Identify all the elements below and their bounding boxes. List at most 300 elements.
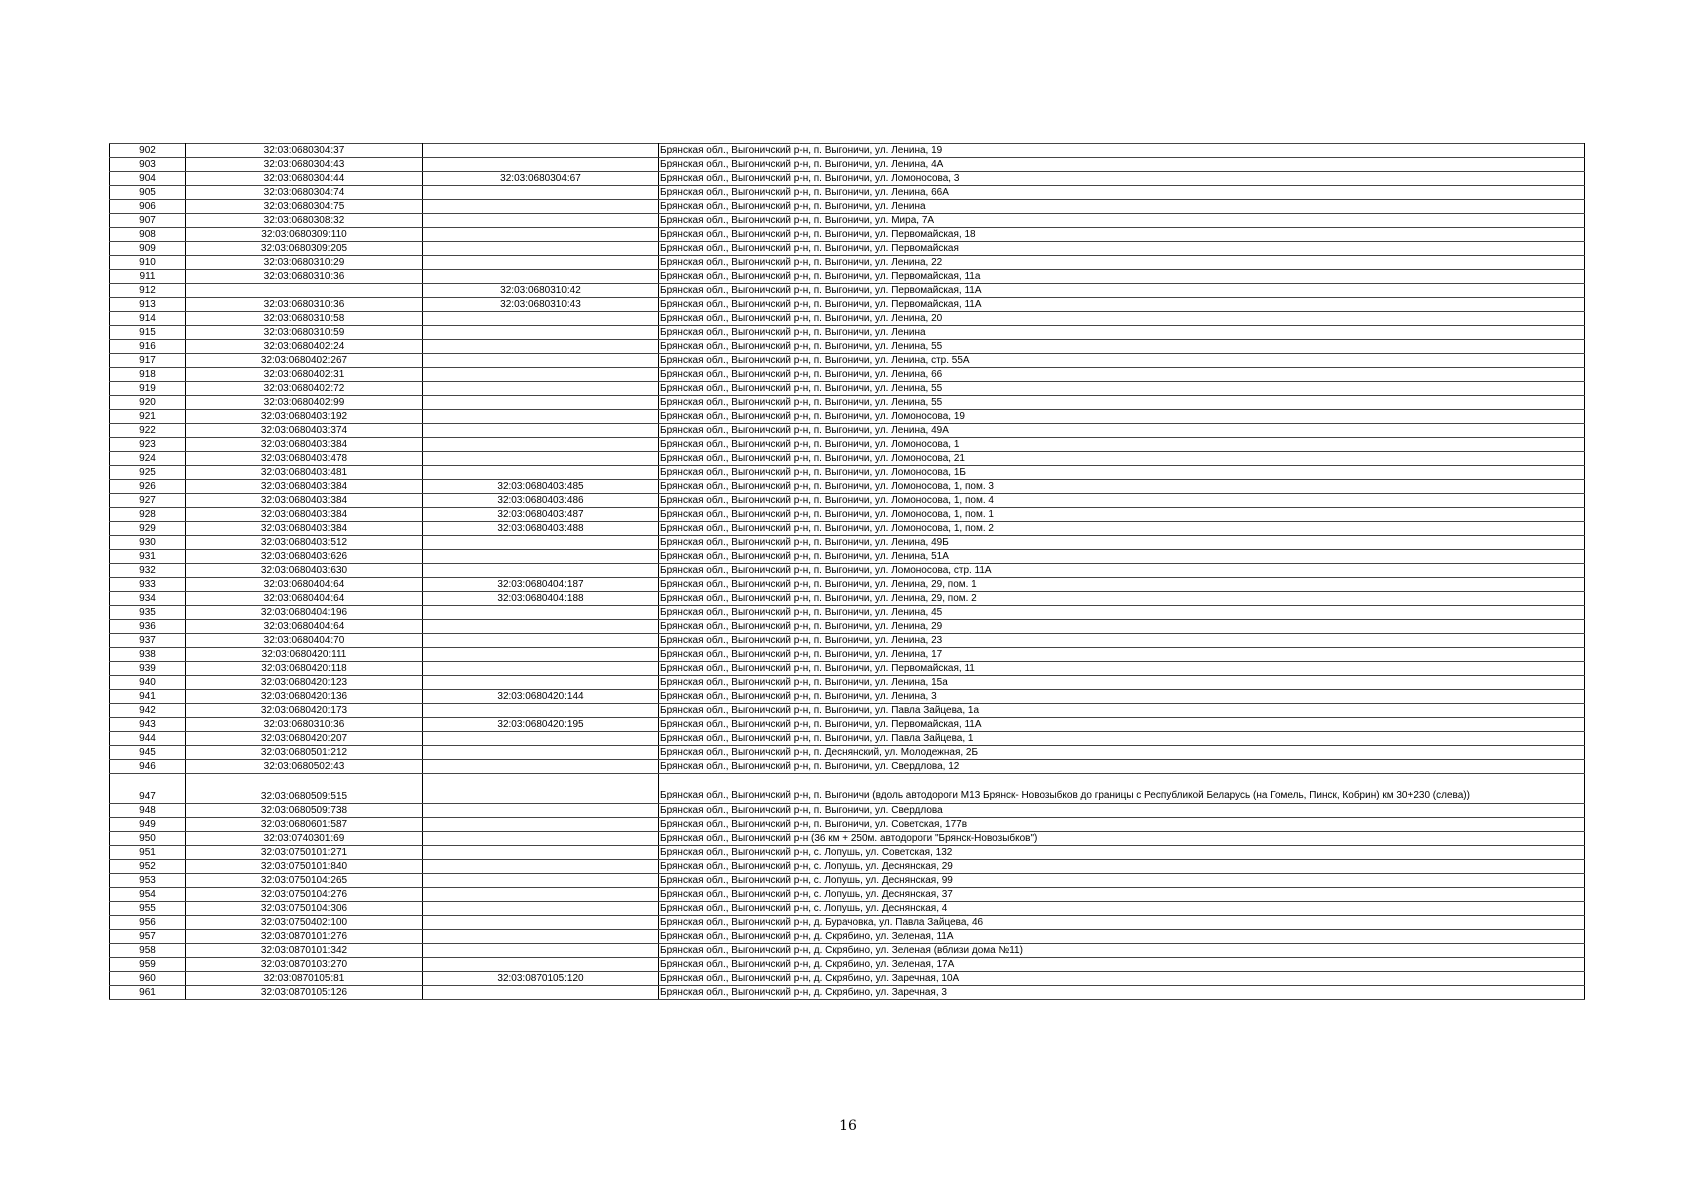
address-cell: Брянская обл., Выгоничский р-н, п. Выгоничи, ул. Ленина: [659, 326, 1585, 340]
sub-cadastral-number-cell: 32:03:0680404:187: [423, 578, 659, 592]
sub-cadastral-number-cell: [423, 620, 659, 634]
table-row: [110, 662, 1585, 676]
cadastral-number-cell: 32:03:0680310:36: [186, 298, 423, 312]
table-row: [110, 818, 1585, 832]
table-row: [110, 592, 1585, 606]
row-number-cell: 914: [110, 312, 186, 326]
row-number-cell: 939: [110, 662, 186, 676]
cadastral-number-cell: 32:03:0680310:36: [186, 718, 423, 732]
cadastral-number-cell: 32:03:0680404:70: [186, 634, 423, 648]
sub-cadastral-number-cell: [423, 746, 659, 760]
address-cell: Брянская обл., Выгоничский р-н, с. Лопушь, ул. Деснянская, 4: [659, 902, 1585, 916]
sub-cadastral-number-cell: [423, 214, 659, 228]
cadastral-number-cell: 32:03:0870101:276: [186, 930, 423, 944]
table-row: [110, 298, 1585, 312]
row-number-cell: 944: [110, 732, 186, 746]
row-number-cell: 902: [110, 144, 186, 158]
sub-cadastral-number-cell: [423, 186, 659, 200]
table-row: [110, 158, 1585, 172]
table-row: [110, 774, 1585, 804]
cadastral-number-cell: 32:03:0680509:738: [186, 804, 423, 818]
table-row: [110, 902, 1585, 916]
address-cell: Брянская обл., Выгоничский р-н, п. Выгоничи, ул. Свердлова, 12: [659, 760, 1585, 774]
table-row: [110, 578, 1585, 592]
row-number-cell: 932: [110, 564, 186, 578]
registry-table: [109, 143, 1585, 1000]
table-row: [110, 746, 1585, 760]
sub-cadastral-number-cell: 32:03:0680310:42: [423, 284, 659, 298]
table-row: [110, 144, 1585, 158]
table-row: [110, 986, 1585, 1000]
cadastral-number-cell: 32:03:0680403:630: [186, 564, 423, 578]
address-cell: Брянская обл., Выгоничский р-н, п. Выгоничи, ул. Первомайская, 11А: [659, 298, 1585, 312]
address-cell: Брянская обл., Выгоничский р-н, п. Выгоничи, ул. Мира, 7А: [659, 214, 1585, 228]
cadastral-number-cell: 32:03:0740301:69: [186, 832, 423, 846]
sub-cadastral-number-cell: [423, 634, 659, 648]
sub-cadastral-number-cell: [423, 986, 659, 1000]
sub-cadastral-number-cell: [423, 228, 659, 242]
row-number-cell: 933: [110, 578, 186, 592]
cadastral-number-cell: 32:03:0680403:481: [186, 466, 423, 480]
table-row: [110, 732, 1585, 746]
address-cell: Брянская обл., Выгоничский р-н, д. Скрябино, ул. Заречная, 10А: [659, 972, 1585, 986]
cadastral-number-cell: 32:03:0680304:74: [186, 186, 423, 200]
row-number-cell: 920: [110, 396, 186, 410]
sub-cadastral-number-cell: [423, 466, 659, 480]
row-number-cell: 911: [110, 270, 186, 284]
address-cell: Брянская обл., Выгоничский р-н, п. Выгоничи, ул. Ломоносова, 1, пом. 4: [659, 494, 1585, 508]
sub-cadastral-number-cell: [423, 354, 659, 368]
sub-cadastral-number-cell: [423, 860, 659, 874]
row-number-cell: 956: [110, 916, 186, 930]
address-cell: Брянская обл., Выгоничский р-н, д. Скрябино, ул. Зеленая, 11А: [659, 930, 1585, 944]
row-number-cell: 960: [110, 972, 186, 986]
table-row: [110, 452, 1585, 466]
row-number-cell: 941: [110, 690, 186, 704]
cadastral-number-cell: 32:03:0680402:72: [186, 382, 423, 396]
row-number-cell: 915: [110, 326, 186, 340]
cadastral-number-cell: 32:03:0750104:265: [186, 874, 423, 888]
row-number-cell: 938: [110, 648, 186, 662]
row-number-cell: 930: [110, 536, 186, 550]
cadastral-number-cell: 32:03:0680420:207: [186, 732, 423, 746]
sub-cadastral-number-cell: [423, 606, 659, 620]
row-number-cell: 948: [110, 804, 186, 818]
sub-cadastral-number-cell: 32:03:0680403:486: [423, 494, 659, 508]
cadastral-number-cell: 32:03:0680304:37: [186, 144, 423, 158]
table-row: [110, 424, 1585, 438]
sub-cadastral-number-cell: [423, 958, 659, 972]
address-cell: Брянская обл., Выгоничский р-н, п. Выгоничи, ул. Ломоносова, 21: [659, 452, 1585, 466]
table-row: [110, 438, 1585, 452]
cadastral-number-cell: 32:03:0750104:306: [186, 902, 423, 916]
sub-cadastral-number-cell: [423, 312, 659, 326]
address-cell: Брянская обл., Выгоничский р-н, п. Выгоничи, ул. Павла Зайцева, 1а: [659, 704, 1585, 718]
cadastral-number-cell: 32:03:0680403:626: [186, 550, 423, 564]
table-row: [110, 480, 1585, 494]
address-cell: Брянская обл., Выгоничский р-н, п. Выгоничи, ул. Ломоносова, 1, пом. 3: [659, 480, 1585, 494]
cadastral-number-cell: 32:03:0680420:123: [186, 676, 423, 690]
cadastral-number-cell: [186, 284, 423, 298]
sub-cadastral-number-cell: [423, 382, 659, 396]
address-cell: Брянская обл., Выгоничский р-н, п. Выгоничи, ул. Ломоносова, 1: [659, 438, 1585, 452]
sub-cadastral-number-cell: [423, 424, 659, 438]
table-row: [110, 676, 1585, 690]
address-cell: Брянская обл., Выгоничский р-н, д. Скрябино, ул. Зеленая, 17А: [659, 958, 1585, 972]
sub-cadastral-number-cell: [423, 158, 659, 172]
cadastral-number-cell: 32:03:0680402:99: [186, 396, 423, 410]
sub-cadastral-number-cell: [423, 832, 659, 846]
row-number-cell: 906: [110, 200, 186, 214]
cadastral-number-cell: 32:03:0870101:342: [186, 944, 423, 958]
table-row: [110, 760, 1585, 774]
sub-cadastral-number-cell: [423, 676, 659, 690]
address-cell: Брянская обл., Выгоничский р-н, п. Выгоничи, ул. Первомайская: [659, 242, 1585, 256]
cadastral-number-cell: 32:03:0680402:31: [186, 368, 423, 382]
row-number-cell: 923: [110, 438, 186, 452]
sub-cadastral-number-cell: [423, 874, 659, 888]
cadastral-number-cell: 32:03:0680404:196: [186, 606, 423, 620]
table-row: [110, 172, 1585, 186]
sub-cadastral-number-cell: [423, 774, 659, 804]
sub-cadastral-number-cell: 32:03:0680420:195: [423, 718, 659, 732]
sub-cadastral-number-cell: 32:03:0870105:120: [423, 972, 659, 986]
address-cell: Брянская обл., Выгоничский р-н, п. Выгоничи, ул. Ленина, 55: [659, 396, 1585, 410]
cadastral-number-cell: 32:03:0680403:384: [186, 480, 423, 494]
sub-cadastral-number-cell: [423, 662, 659, 676]
sub-cadastral-number-cell: 32:03:0680403:487: [423, 508, 659, 522]
table-row: [110, 704, 1585, 718]
address-cell: Брянская обл., Выгоничский р-н, п. Выгоничи, ул. Ломоносова, 3: [659, 172, 1585, 186]
address-cell: Брянская обл., Выгоничский р-н, п. Выгоничи, ул. Ленина, 23: [659, 634, 1585, 648]
row-number-cell: 945: [110, 746, 186, 760]
address-cell: Брянская обл., Выгоничский р-н, с. Лопушь, ул. Деснянская, 99: [659, 874, 1585, 888]
cadastral-number-cell: 32:03:0680403:384: [186, 508, 423, 522]
sub-cadastral-number-cell: [423, 648, 659, 662]
address-cell: Брянская обл., Выгоничский р-н, п. Выгоничи, ул. Свердлова: [659, 804, 1585, 818]
cadastral-number-cell: 32:03:0680304:44: [186, 172, 423, 186]
row-number-cell: 904: [110, 172, 186, 186]
sub-cadastral-number-cell: [423, 888, 659, 902]
table-row: [110, 284, 1585, 298]
row-number-cell: 950: [110, 832, 186, 846]
cadastral-number-cell: 32:03:0680309:110: [186, 228, 423, 242]
table-row: [110, 832, 1585, 846]
cadastral-number-cell: 32:03:0680420:136: [186, 690, 423, 704]
address-cell: Брянская обл., Выгоничский р-н, п. Выгоничи, ул. Ленина, 49А: [659, 424, 1585, 438]
table-row: [110, 466, 1585, 480]
table-row: [110, 690, 1585, 704]
table-row: [110, 930, 1585, 944]
row-number-cell: 931: [110, 550, 186, 564]
table-row: [110, 186, 1585, 200]
cadastral-number-cell: 32:03:0750101:271: [186, 846, 423, 860]
sub-cadastral-number-cell: 32:03:0680404:188: [423, 592, 659, 606]
sub-cadastral-number-cell: 32:03:0680310:43: [423, 298, 659, 312]
address-cell: Брянская обл., Выгоничский р-н, п. Выгоничи, ул. Ленина, 66: [659, 368, 1585, 382]
address-cell: Брянская обл., Выгоничский р-н, п. Деснянский, ул. Молодежная, 2Б: [659, 746, 1585, 760]
row-number-cell: 909: [110, 242, 186, 256]
cadastral-number-cell: 32:03:0680402:267: [186, 354, 423, 368]
table-row: [110, 382, 1585, 396]
table-row: [110, 958, 1585, 972]
sub-cadastral-number-cell: [423, 242, 659, 256]
address-cell: Брянская обл., Выгоничский р-н, с. Лопушь, ул. Советская, 132: [659, 846, 1585, 860]
address-cell: Брянская обл., Выгоничский р-н, п. Выгоничи, ул. Первомайская, 11А: [659, 718, 1585, 732]
address-cell: Брянская обл., Выгоничский р-н, п. Выгоничи, ул. Ломоносова, 19: [659, 410, 1585, 424]
row-number-cell: 908: [110, 228, 186, 242]
address-cell: Брянская обл., Выгоничский р-н, п. Выгоничи, ул. Ленина, 29, пом. 2: [659, 592, 1585, 606]
cadastral-number-cell: 32:03:0870103:270: [186, 958, 423, 972]
cadastral-number-cell: 32:03:0750402:100: [186, 916, 423, 930]
table-row: [110, 874, 1585, 888]
sub-cadastral-number-cell: [423, 368, 659, 382]
cadastral-number-cell: 32:03:0870105:81: [186, 972, 423, 986]
cadastral-number-cell: 32:03:0680310:29: [186, 256, 423, 270]
row-number-cell: 961: [110, 986, 186, 1000]
sub-cadastral-number-cell: [423, 536, 659, 550]
registry-table-body: [110, 144, 1585, 1000]
cadastral-number-cell: 32:03:0680501:212: [186, 746, 423, 760]
row-number-cell: 921: [110, 410, 186, 424]
address-cell: Брянская обл., Выгоничский р-н, п. Выгоничи, ул. Ленина, 49Б: [659, 536, 1585, 550]
sub-cadastral-number-cell: [423, 902, 659, 916]
cadastral-number-cell: 32:03:0680304:43: [186, 158, 423, 172]
row-number-cell: 910: [110, 256, 186, 270]
table-row: [110, 522, 1585, 536]
sub-cadastral-number-cell: 32:03:0680403:485: [423, 480, 659, 494]
cadastral-number-cell: 32:03:0680404:64: [186, 578, 423, 592]
sub-cadastral-number-cell: [423, 144, 659, 158]
row-number-cell: 958: [110, 944, 186, 958]
row-number-cell: 946: [110, 760, 186, 774]
table-row: [110, 396, 1585, 410]
row-number-cell: 905: [110, 186, 186, 200]
cadastral-number-cell: 32:03:0680403:384: [186, 494, 423, 508]
table-row: [110, 888, 1585, 902]
address-cell: Брянская обл., Выгоничский р-н, п. Выгоничи, ул. Ломоносова, 1Б: [659, 466, 1585, 480]
row-number-cell: 929: [110, 522, 186, 536]
sub-cadastral-number-cell: [423, 270, 659, 284]
sub-cadastral-number-cell: [423, 804, 659, 818]
address-cell: Брянская обл., Выгоничский р-н, п. Выгоничи, ул. Первомайская, 11а: [659, 270, 1585, 284]
row-number-cell: 912: [110, 284, 186, 298]
cadastral-number-cell: 32:03:0680310:58: [186, 312, 423, 326]
row-number-cell: 924: [110, 452, 186, 466]
cadastral-number-cell: 32:03:0680404:64: [186, 620, 423, 634]
table-row: [110, 312, 1585, 326]
row-number-cell: 919: [110, 382, 186, 396]
address-cell: Брянская обл., Выгоничский р-н, п. Выгоничи, ул. Ленина: [659, 200, 1585, 214]
row-number-cell: 935: [110, 606, 186, 620]
table-row: [110, 606, 1585, 620]
cadastral-number-cell: 32:03:0680404:64: [186, 592, 423, 606]
cadastral-number-cell: 32:03:0750101:840: [186, 860, 423, 874]
table-row: [110, 214, 1585, 228]
address-cell: Брянская обл., Выгоничский р-н, п. Выгоничи, ул. Ленина, 55: [659, 340, 1585, 354]
row-number-cell: 918: [110, 368, 186, 382]
row-number-cell: 953: [110, 874, 186, 888]
address-cell: Брянская обл., Выгоничский р-н, д. Скрябино, ул. Зеленая (вблизи дома №11): [659, 944, 1585, 958]
sub-cadastral-number-cell: [423, 256, 659, 270]
address-cell: Брянская обл., Выгоничский р-н, п. Выгоничи, ул. Советская, 177в: [659, 818, 1585, 832]
row-number-cell: 940: [110, 676, 186, 690]
table-row: [110, 648, 1585, 662]
address-cell: Брянская обл., Выгоничский р-н, п. Выгоничи, ул. Ленина, 29, пом. 1: [659, 578, 1585, 592]
row-number-cell: 934: [110, 592, 186, 606]
cadastral-number-cell: 32:03:0680403:478: [186, 452, 423, 466]
cadastral-number-cell: 32:03:0680309:205: [186, 242, 423, 256]
sub-cadastral-number-cell: [423, 846, 659, 860]
sub-cadastral-number-cell: [423, 704, 659, 718]
cadastral-number-cell: 32:03:0680403:192: [186, 410, 423, 424]
cadastral-number-cell: 32:03:0680420:111: [186, 648, 423, 662]
address-cell: Брянская обл., Выгоничский р-н, п. Выгоничи (вдоль автодороги М13 Брянск- Новозыбков до границы с Республикой Беларусь (на Гомель, Пинск, Кобрин) км 30+230 (слева)): [659, 774, 1585, 804]
row-number-cell: 951: [110, 846, 186, 860]
table-row: [110, 564, 1585, 578]
sub-cadastral-number-cell: [423, 326, 659, 340]
cadastral-number-cell: 32:03:0750104:276: [186, 888, 423, 902]
cadastral-number-cell: 32:03:0680420:118: [186, 662, 423, 676]
table-row: [110, 494, 1585, 508]
cadastral-number-cell: 32:03:0680403:512: [186, 536, 423, 550]
address-cell: Брянская обл., Выгоничский р-н, п. Выгоничи, ул. Ленина, 20: [659, 312, 1585, 326]
cadastral-number-cell: 32:03:0680403:384: [186, 522, 423, 536]
table-row: [110, 860, 1585, 874]
table-row: [110, 634, 1585, 648]
row-number-cell: 928: [110, 508, 186, 522]
address-cell: Брянская обл., Выгоничский р-н, д. Скрябино, ул. Заречная, 3: [659, 986, 1585, 1000]
row-number-cell: 917: [110, 354, 186, 368]
cadastral-number-cell: 32:03:0680502:43: [186, 760, 423, 774]
address-cell: Брянская обл., Выгоничский р-н (36 км + 250м. автодороги "Брянск-Новозыбков"): [659, 832, 1585, 846]
sub-cadastral-number-cell: [423, 564, 659, 578]
sub-cadastral-number-cell: [423, 550, 659, 564]
address-cell: Брянская обл., Выгоничский р-н, п. Выгоничи, ул. Первомайская, 18: [659, 228, 1585, 242]
row-number-cell: 916: [110, 340, 186, 354]
address-cell: Брянская обл., Выгоничский р-н, п. Выгоничи, ул. Ленина, 66А: [659, 186, 1585, 200]
cadastral-number-cell: 32:03:0680402:24: [186, 340, 423, 354]
table-row: [110, 270, 1585, 284]
row-number-cell: 952: [110, 860, 186, 874]
address-cell: Брянская обл., Выгоничский р-н, п. Выгоничи, ул. Ленина, 17: [659, 648, 1585, 662]
sub-cadastral-number-cell: [423, 438, 659, 452]
sub-cadastral-number-cell: 32:03:0680420:144: [423, 690, 659, 704]
sub-cadastral-number-cell: [423, 944, 659, 958]
row-number-cell: 907: [110, 214, 186, 228]
address-cell: Брянская обл., Выгоничский р-н, п. Выгоничи, ул. Ленина, 51А: [659, 550, 1585, 564]
sub-cadastral-number-cell: [423, 452, 659, 466]
row-number-cell: 926: [110, 480, 186, 494]
cadastral-number-cell: 32:03:0870105:126: [186, 986, 423, 1000]
table-row: [110, 916, 1585, 930]
cadastral-number-cell: 32:03:0680308:32: [186, 214, 423, 228]
address-cell: Брянская обл., Выгоничский р-н, п. Выгоничи, ул. Ленина, 55: [659, 382, 1585, 396]
cadastral-number-cell: 32:03:0680601:587: [186, 818, 423, 832]
address-cell: Брянская обл., Выгоничский р-н, п. Выгоничи, ул. Ленина, 15а: [659, 676, 1585, 690]
sub-cadastral-number-cell: [423, 916, 659, 930]
address-cell: Брянская обл., Выгоничский р-н, п. Выгоничи, ул. Ленина, стр. 55А: [659, 354, 1585, 368]
sub-cadastral-number-cell: [423, 200, 659, 214]
table-row: [110, 368, 1585, 382]
sub-cadastral-number-cell: [423, 410, 659, 424]
row-number-cell: 925: [110, 466, 186, 480]
sub-cadastral-number-cell: 32:03:0680403:488: [423, 522, 659, 536]
row-number-cell: 949: [110, 818, 186, 832]
address-cell: Брянская обл., Выгоничский р-н, с. Лопушь, ул. Деснянская, 37: [659, 888, 1585, 902]
address-cell: Брянская обл., Выгоничский р-н, п. Выгоничи, ул. Ленина, 19: [659, 144, 1585, 158]
address-cell: Брянская обл., Выгоничский р-н, п. Выгоничи, ул. Ленина, 22: [659, 256, 1585, 270]
address-cell: Брянская обл., Выгоничский р-н, п. Выгоничи, ул. Первомайская, 11: [659, 662, 1585, 676]
sub-cadastral-number-cell: [423, 340, 659, 354]
row-number-cell: 922: [110, 424, 186, 438]
table-row: [110, 340, 1585, 354]
cadastral-number-cell: 32:03:0680509:515: [186, 774, 423, 804]
table-row: [110, 718, 1585, 732]
address-cell: Брянская обл., Выгоничский р-н, п. Выгоничи, ул. Ленина, 45: [659, 606, 1585, 620]
address-cell: Брянская обл., Выгоничский р-н, п. Выгоничи, ул. Ломоносова, стр. 11А: [659, 564, 1585, 578]
row-number-cell: 942: [110, 704, 186, 718]
sub-cadastral-number-cell: [423, 930, 659, 944]
row-number-cell: 936: [110, 620, 186, 634]
table-row: [110, 508, 1585, 522]
table-row: [110, 326, 1585, 340]
table-row: [110, 536, 1585, 550]
row-number-cell: 903: [110, 158, 186, 172]
cadastral-number-cell: 32:03:0680310:59: [186, 326, 423, 340]
address-cell: Брянская обл., Выгоничский р-н, п. Выгоничи, ул. Ленина, 3: [659, 690, 1585, 704]
table-row: [110, 354, 1585, 368]
address-cell: Брянская обл., Выгоничский р-н, п. Выгоничи, ул. Ломоносова, 1, пом. 1: [659, 508, 1585, 522]
row-number-cell: 955: [110, 902, 186, 916]
address-cell: Брянская обл., Выгоничский р-н, п. Выгоничи, ул. Ломоносова, 1, пом. 2: [659, 522, 1585, 536]
sub-cadastral-number-cell: [423, 396, 659, 410]
address-cell: Брянская обл., Выгоничский р-н, д. Бурачовка, ул. Павла Зайцева, 46: [659, 916, 1585, 930]
table-row: [110, 228, 1585, 242]
row-number-cell: 957: [110, 930, 186, 944]
row-number-cell: 947: [110, 774, 186, 804]
cadastral-number-cell: 32:03:0680420:173: [186, 704, 423, 718]
table-row: [110, 200, 1585, 214]
row-number-cell: 913: [110, 298, 186, 312]
table-row: [110, 972, 1585, 986]
address-cell: Брянская обл., Выгоничский р-н, п. Выгоничи, ул. Павла Зайцева, 1: [659, 732, 1585, 746]
sub-cadastral-number-cell: 32:03:0680304:67: [423, 172, 659, 186]
table-row: [110, 410, 1585, 424]
cadastral-number-cell: 32:03:0680403:384: [186, 438, 423, 452]
address-cell: Брянская обл., Выгоничский р-н, п. Выгоничи, ул. Первомайская, 11А: [659, 284, 1585, 298]
cadastral-number-cell: 32:03:0680304:75: [186, 200, 423, 214]
table-row: [110, 804, 1585, 818]
table-row: [110, 944, 1585, 958]
cadastral-number-cell: 32:03:0680403:374: [186, 424, 423, 438]
address-cell: Брянская обл., Выгоничский р-н, п. Выгоничи, ул. Ленина, 29: [659, 620, 1585, 634]
table-row: [110, 256, 1585, 270]
row-number-cell: 954: [110, 888, 186, 902]
sub-cadastral-number-cell: [423, 760, 659, 774]
table-row: [110, 550, 1585, 564]
row-number-cell: 943: [110, 718, 186, 732]
sub-cadastral-number-cell: [423, 818, 659, 832]
table-row: [110, 846, 1585, 860]
cadastral-number-cell: 32:03:0680310:36: [186, 270, 423, 284]
row-number-cell: 937: [110, 634, 186, 648]
page-number: 16: [839, 1118, 857, 1134]
sub-cadastral-number-cell: [423, 732, 659, 746]
table-row: [110, 242, 1585, 256]
address-cell: Брянская обл., Выгоничский р-н, п. Выгоничи, ул. Ленина, 4А: [659, 158, 1585, 172]
table-row: [110, 620, 1585, 634]
